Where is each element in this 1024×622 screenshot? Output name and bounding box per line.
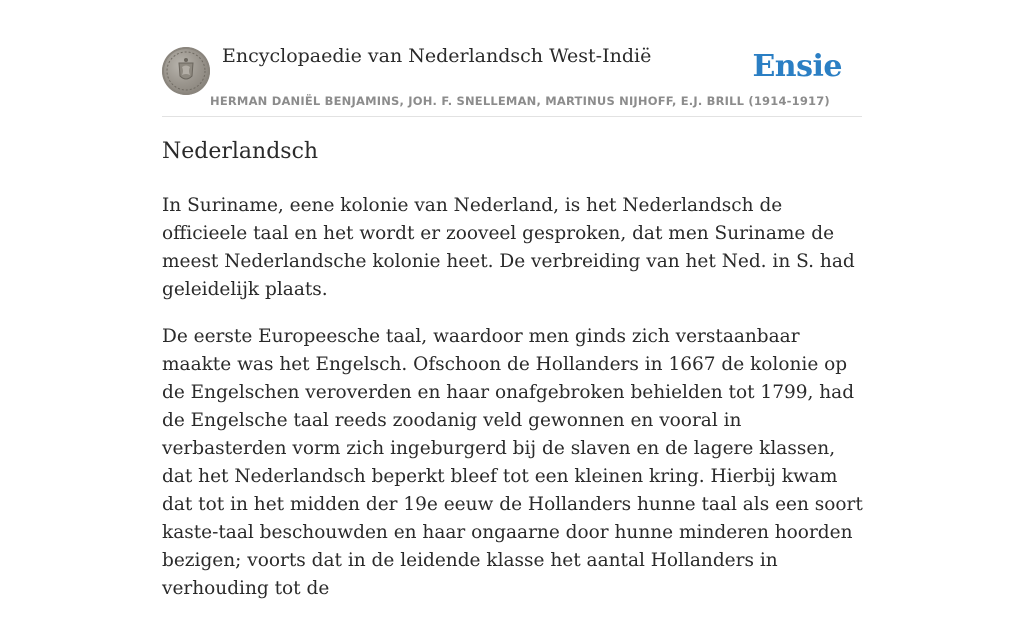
article-paragraph: De eerste Europeesche taal, waardoor men ginds zich verstaanbaar maakte was het Engelsch. Ofschoon de Hollanders in 1667 de kolonie op de Engelschen veroverden en haar onafgebroken behielden tot 1799, had de Engelsche taal reeds zoodanig veld gewonnen en vooral in verbasterden vorm zich ingeburgerd bij de slaven en de lagere klassen, dat het Nederlandsch beperkt bleef tot een kleinen kring. Hierbij kwam dat tot in het midden der 19e eeuw de Hollanders hunne taal als een soort kaste-taal beschouwden en haar ongaarne door hunne minderen hoorden bezigen; voorts dat in de leidende klasse het aantal Hollanders in verhouding tot de bbox=[162, 326, 863, 599]
ensie-logo-link[interactable]: Ensie bbox=[752, 49, 842, 84]
article-title: Nederlandsch bbox=[162, 139, 319, 164]
source-authors: HERMAN DANIËL BENJAMINS, JOH. F. SNELLEMAN, MARTINUS NIJHOFF, E.J. BRILL (1914-1917) bbox=[210, 94, 830, 108]
article-paragraph: In Suriname, eene kolonie van Nederland, is het Nederlandsch de officieele taal en het wordt er zooveel gesproken, dat men Suriname de meest Nederlandsche kolonie heet. De verbreiding van het Ned. in S. had geleidelijk plaats. bbox=[162, 195, 855, 300]
source-title[interactable]: Encyclopaedie van Nederlandsch West-Indië bbox=[222, 45, 652, 67]
source-header bbox=[162, 40, 862, 117]
article-body bbox=[162, 192, 866, 622]
coin-seal-icon bbox=[162, 47, 210, 95]
